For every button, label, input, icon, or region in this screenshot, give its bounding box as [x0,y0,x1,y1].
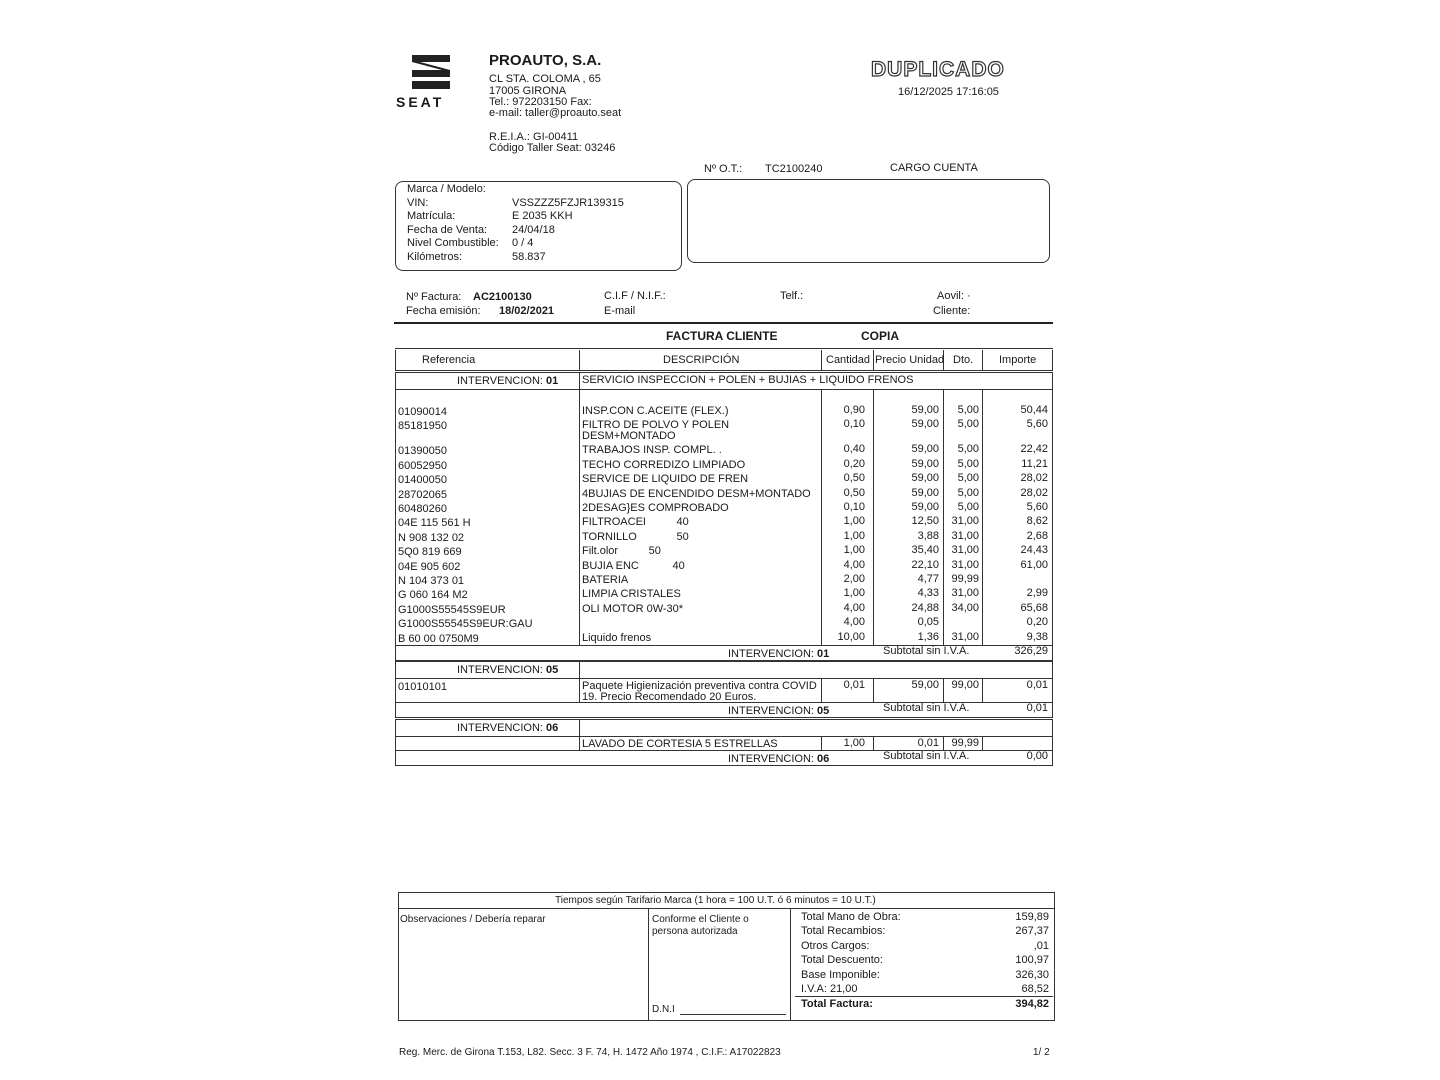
row-description: BATERIA [582,574,629,586]
row-price: 59,00 [911,418,939,431]
row-description: INSP.CON C.ACEITE (FLEX.) [582,405,729,417]
row-price: 24,88 [911,601,939,614]
row-price: 0,05 [917,616,939,629]
company-tel: Tel.: 972203150 Fax: [489,96,592,108]
row-description: 4BUJIAS DE ENCENDIDO DESM+MONTADO [582,487,811,500]
row-quantity: 1,00 [843,737,865,749]
total-label: Otros Cargos: [801,939,870,952]
subtotal-intervention-number: 06 [817,753,830,765]
row-quantity: 4,00 [843,558,865,571]
intervention-col-line [579,661,580,678]
row-quantity: 0,10 [843,501,865,513]
column-header: Referencia [422,354,476,366]
row-description: SERVICE DE LIQUIDO DE FREN [582,473,749,486]
seat-logo-text: SEAT [396,94,445,110]
intervention-label: INTERVENCION: [457,375,543,387]
body-col-line [579,678,580,702]
row-reference: N 104 373 01 [398,575,465,587]
summary-box [398,892,1055,1021]
total-value: ,01 [1033,939,1049,952]
row-description: BUJIA ENC 40 [582,559,685,572]
intervention-left [395,719,396,736]
row-discount: 5,00 [957,472,979,485]
row-reference: G1000S55545S9EUR [398,603,506,616]
row-description: TORNILLO 50 [582,530,689,543]
dni-signature-line [680,1014,786,1015]
body-edge [395,678,396,717]
header-col-line [821,350,822,370]
invoice-number: AC2100130 [473,291,532,303]
subtotal-intervention-number: 05 [817,705,830,717]
intervention-right [1052,719,1053,736]
vehicle-value: 58.837 [512,251,546,263]
row-price: 59,00 [911,472,939,485]
subtotal-value: 326,29 [1014,645,1048,657]
row-amount: 0,20 [1026,616,1048,629]
totals-divider [795,996,1053,997]
table-header-bottom [395,370,1053,371]
company-address-1: CL STA. COLOMA , 65 [489,73,601,85]
header-col-line [1052,350,1053,370]
row-price: 3,88 [917,529,939,542]
row-quantity: 0,20 [843,457,865,470]
row-price: 22,10 [911,558,939,571]
intervention-number: 01 [546,375,559,387]
duplicado-stamp: DUPLICADO [871,58,1005,81]
subtotal-intervention-number: 01 [817,648,830,660]
total-value: 326,30 [1015,968,1049,981]
row-amount: 2,68 [1026,529,1048,542]
column-header: Precio Unidad [875,354,945,366]
intervention-left [395,661,396,678]
row-discount: 5,00 [957,486,979,499]
body-edge [1052,678,1053,717]
header-col-line [873,350,874,370]
row-reference: 60052950 [398,459,447,472]
tariff-note: Tiempos según Tarifario Marca (1 hora = 100 U.T. ó 6 minutos = 10 U.T.) [555,895,876,906]
row-price: 0,01 [917,737,939,749]
row-quantity: 0,10 [843,418,865,431]
cliente-label: Cliente: [933,305,971,317]
row-description: FILTRO DE POLVO Y POLEN [582,419,730,432]
intervention-col-line [579,719,580,736]
body-edge [1052,389,1053,660]
row-amount: 28,02 [1020,486,1048,499]
body-col-line [982,389,983,645]
body-col-line [943,389,944,645]
row-quantity: 10,00 [837,630,865,643]
subtotal-intervention-label: INTERVENCION: [728,648,814,660]
vehicle-label: Fecha de Venta: [407,223,488,236]
row-description: Paquete Higienización preventiva contra COVID [582,680,817,692]
vehicle-value: VSSZZZ5FZJR139315 [512,196,624,209]
row-reference: 5Q0 819 669 [398,546,462,559]
row-amount: 28,02 [1020,472,1048,485]
row-amount: 2,99 [1026,587,1048,600]
total-label: Total Recambios: [801,925,886,938]
intervention-label: INTERVENCION: [457,722,543,734]
intervention-col-line [579,372,580,389]
seat-logo-icon [410,53,452,91]
cargo-cuenta: CARGO CUENTA [890,162,978,174]
row-price: 12,50 [911,515,939,528]
total-value: 68,52 [1021,983,1049,995]
row-quantity: 0,50 [843,472,865,485]
row-amount: 22,42 [1020,443,1048,456]
row-reference: 01090014 [398,406,447,418]
row-reference: G 060 164 M2 [398,589,468,602]
legal-registry: Reg. Merc. de Girona T.153, L82. Secc. 3 F. 74, H. 1472 Año 1974 , C.I.F.: A17022823 [399,1047,781,1058]
intervention-right [1052,372,1053,389]
vehicle-label: Matrícula: [407,210,456,223]
dni-label: D.N.I [652,1004,675,1015]
row-reference: 01400050 [398,474,447,487]
row-discount: 5,00 [957,418,979,431]
observations-label: Observaciones / Debería reparar [400,914,546,925]
intervention-bottom [395,389,1053,390]
row-reference: 01010101 [398,681,447,693]
total-invoice-value: 394,82 [1015,998,1049,1010]
row-discount: 31,00 [951,515,979,528]
row-quantity: 0,90 [843,404,865,416]
row-description-2: 19. Precio Recomendado 20 Euros. [582,691,757,703]
row-reference: 01390050 [398,445,447,458]
row-price: 4,77 [917,573,939,585]
row-price: 59,00 [911,404,939,416]
intervention-top [395,719,1053,720]
row-discount: 99,00 [951,679,979,691]
summary-col-2 [790,908,791,1020]
column-header: Dto. [953,354,974,366]
row-description: LAVADO DE CORTESIA 5 ESTRELLAS [582,738,778,750]
row-amount: 5,60 [1026,501,1048,513]
company-workshop-code: Código Taller Seat: 03246 [489,142,616,154]
company-reia: R.E.I.A.: GI-00411 [489,131,579,143]
row-discount: 31,00 [951,558,979,571]
conforme-label-1: Conforme el Cliente o [652,914,749,925]
row-amount: 9,38 [1026,630,1048,643]
row-quantity: 1,00 [843,587,865,600]
subtotal-label: Subtotal sin I.V.A. [883,702,970,714]
total-label: Total Mano de Obra: [801,911,901,923]
row-reference: 28702065 [398,488,447,501]
row-discount: 5,00 [957,443,979,456]
ot-label: Nº O.T.: [704,163,743,175]
vehicle-label: Nivel Combustible: [407,237,499,250]
column-header: DESCRIPCIÓN [663,354,740,366]
vehicle-label: Kilómetros: [407,251,463,263]
row-quantity: 0,01 [843,679,865,691]
copy-label: COPIA [861,329,900,343]
row-quantity: 0,50 [843,486,865,499]
row-description: TRABAJOS INSP. COMPL. . [582,444,722,457]
total-value: 100,97 [1015,954,1049,967]
row-reference: G1000S55545S9EUR:GAU [398,618,533,631]
subtotal-bottom [395,765,1053,766]
row-description: Liquido frenos [582,631,652,644]
summary-col-1 [648,908,649,1020]
company-address-2: 17005 GIRONA [489,85,567,97]
invoice-date-label: Fecha emisión: [406,305,481,317]
company-email: e-mail: taller@proauto.seat [489,107,622,119]
row-quantity: 4,00 [843,616,865,629]
body-edge [395,389,396,660]
vehicle-value: E 2035 KKH [512,210,573,223]
row-reference: 85181950 [398,420,447,433]
invoice-date: 18/02/2021 [499,305,555,317]
intervention-number: 05 [546,664,559,676]
body-col-line [821,678,822,702]
row-reference: N 908 132 02 [398,531,465,544]
row-discount: 99,99 [951,737,979,749]
row-discount: 31,00 [951,529,979,542]
row-discount: 31,00 [951,587,979,600]
column-header: Cantidad [826,354,871,366]
row-discount: 31,00 [951,630,979,643]
row-description: OLI MOTOR 0W-30* [582,602,684,615]
page-number: 1/ 2 [1033,1047,1050,1058]
intervention-description: SERVICIO INSPECCION + POLEN + BUJIAS + LIQUIDO FRENOS [582,374,914,386]
subtotal-intervention-label: INTERVENCION: [728,753,814,765]
body-col-line [873,736,874,750]
row-price: 59,00 [911,457,939,470]
row-price: 59,00 [911,486,939,499]
header-col-line [982,350,983,370]
row-amount: 11,21 [1021,457,1048,470]
table-header-top [395,348,1053,349]
row-amount: 0,01 [1026,679,1048,691]
body-col-line [982,736,983,750]
summary-divider [398,908,1054,909]
row-discount: 5,00 [957,404,979,416]
row-amount: 8,62 [1026,515,1048,528]
company-name: PROAUTO, S.A. [489,52,602,69]
row-description: 2DESAG}ES COMPROBADO [582,502,729,514]
cif-label: C.I.F / N.I.F.: [604,290,666,302]
body-col-line [982,678,983,702]
subtotal-value: 0,00 [1026,750,1048,762]
row-reference: 04E 115 561 H [398,517,471,530]
vehicle-label: VIN: [407,196,429,209]
body-col-line [873,389,874,645]
invoice-number-label: Nº Factura: [406,291,462,303]
body-col-line [579,389,580,645]
row-quantity: 2,00 [843,573,865,585]
row-discount: 31,00 [951,544,979,557]
total-label: Base Imponible: [801,968,880,981]
body-col-line [943,736,944,750]
ot-value: TC2100240 [765,163,823,175]
stamp-datetime: 16/12/2025 17:16:05 [898,86,999,98]
row-quantity: 4,00 [843,601,865,614]
row-price: 4,33 [917,587,939,600]
row-description: TECHO CORREDIZO LIMPIADO [582,458,746,471]
column-header: Importe [999,354,1037,366]
row-amount: 5,60 [1026,418,1048,431]
row-amount: 61,00 [1020,558,1048,571]
total-value: 159,89 [1015,911,1049,923]
row-quantity: 1,00 [843,515,865,528]
intervention-top [395,661,1053,662]
row-price: 59,00 [911,679,939,691]
row-discount: 5,00 [957,501,979,513]
intervention-right [1052,661,1053,678]
header-divider [394,322,1053,324]
body-col-line [579,736,580,750]
row-price: 59,00 [911,501,939,513]
body-col-line [821,736,822,750]
movil-label: Aovil: · [937,290,971,302]
vehicle-label: Marca / Modelo: [407,183,486,195]
subtotal-value: 0,01 [1026,702,1048,714]
row-amount: 50,44 [1020,404,1048,416]
row-price: 1,36 [917,630,939,643]
row-quantity: 1,00 [843,544,865,557]
row-price: 59,00 [911,443,939,456]
intervention-top [395,372,1053,373]
subtotal-label: Subtotal sin I.V.A. [883,645,970,657]
row-description-2: DESM+MONTADO [582,430,676,443]
document-title: FACTURA CLIENTE [666,329,778,343]
intervention-label: INTERVENCION: [457,664,543,676]
row-discount: 5,00 [957,457,979,470]
total-label: Total Descuento: [801,954,883,967]
row-reference: 04E 905 602 [398,560,461,573]
row-amount: 65,68 [1020,601,1048,614]
tel-label: Telf.: [780,290,804,302]
total-invoice-label: Total Factura: [801,998,873,1010]
row-description: FILTROACEI 40 [582,516,689,529]
vehicle-value: 24/04/18 [512,223,555,236]
header-col-line [579,350,580,370]
row-description: Filt.olor 50 [582,545,661,558]
total-label: I.V.A: 21,00 [801,983,858,995]
row-discount: 99,99 [951,573,979,585]
row-discount: 34,00 [951,601,979,614]
body-col-line [821,389,822,645]
subtotal-label: Subtotal sin I.V.A. [883,750,970,762]
row-description: LIMPIA CRISTALES [582,588,681,601]
row-quantity: 1,00 [843,529,865,542]
row-price: 35,40 [911,544,939,557]
body-col-line [943,678,944,702]
total-value: 267,37 [1015,925,1049,938]
row-amount: 24,43 [1020,544,1048,557]
row-quantity: 0,40 [843,443,865,456]
email-label: E-mail [604,305,636,317]
intervention-number: 06 [546,722,559,734]
subtotal-intervention-label: INTERVENCION: [728,705,814,717]
row-reference: 60480260 [398,503,447,515]
body-col-line [873,678,874,702]
client-box [687,179,1050,263]
header-col-line [395,350,396,370]
row-reference: B 60 00 0750M9 [398,632,479,645]
intervention-left [395,372,396,389]
vehicle-value: 0 / 4 [512,237,534,250]
subtotal-bottom [395,717,1053,718]
conforme-label-2: persona autorizada [652,926,738,937]
